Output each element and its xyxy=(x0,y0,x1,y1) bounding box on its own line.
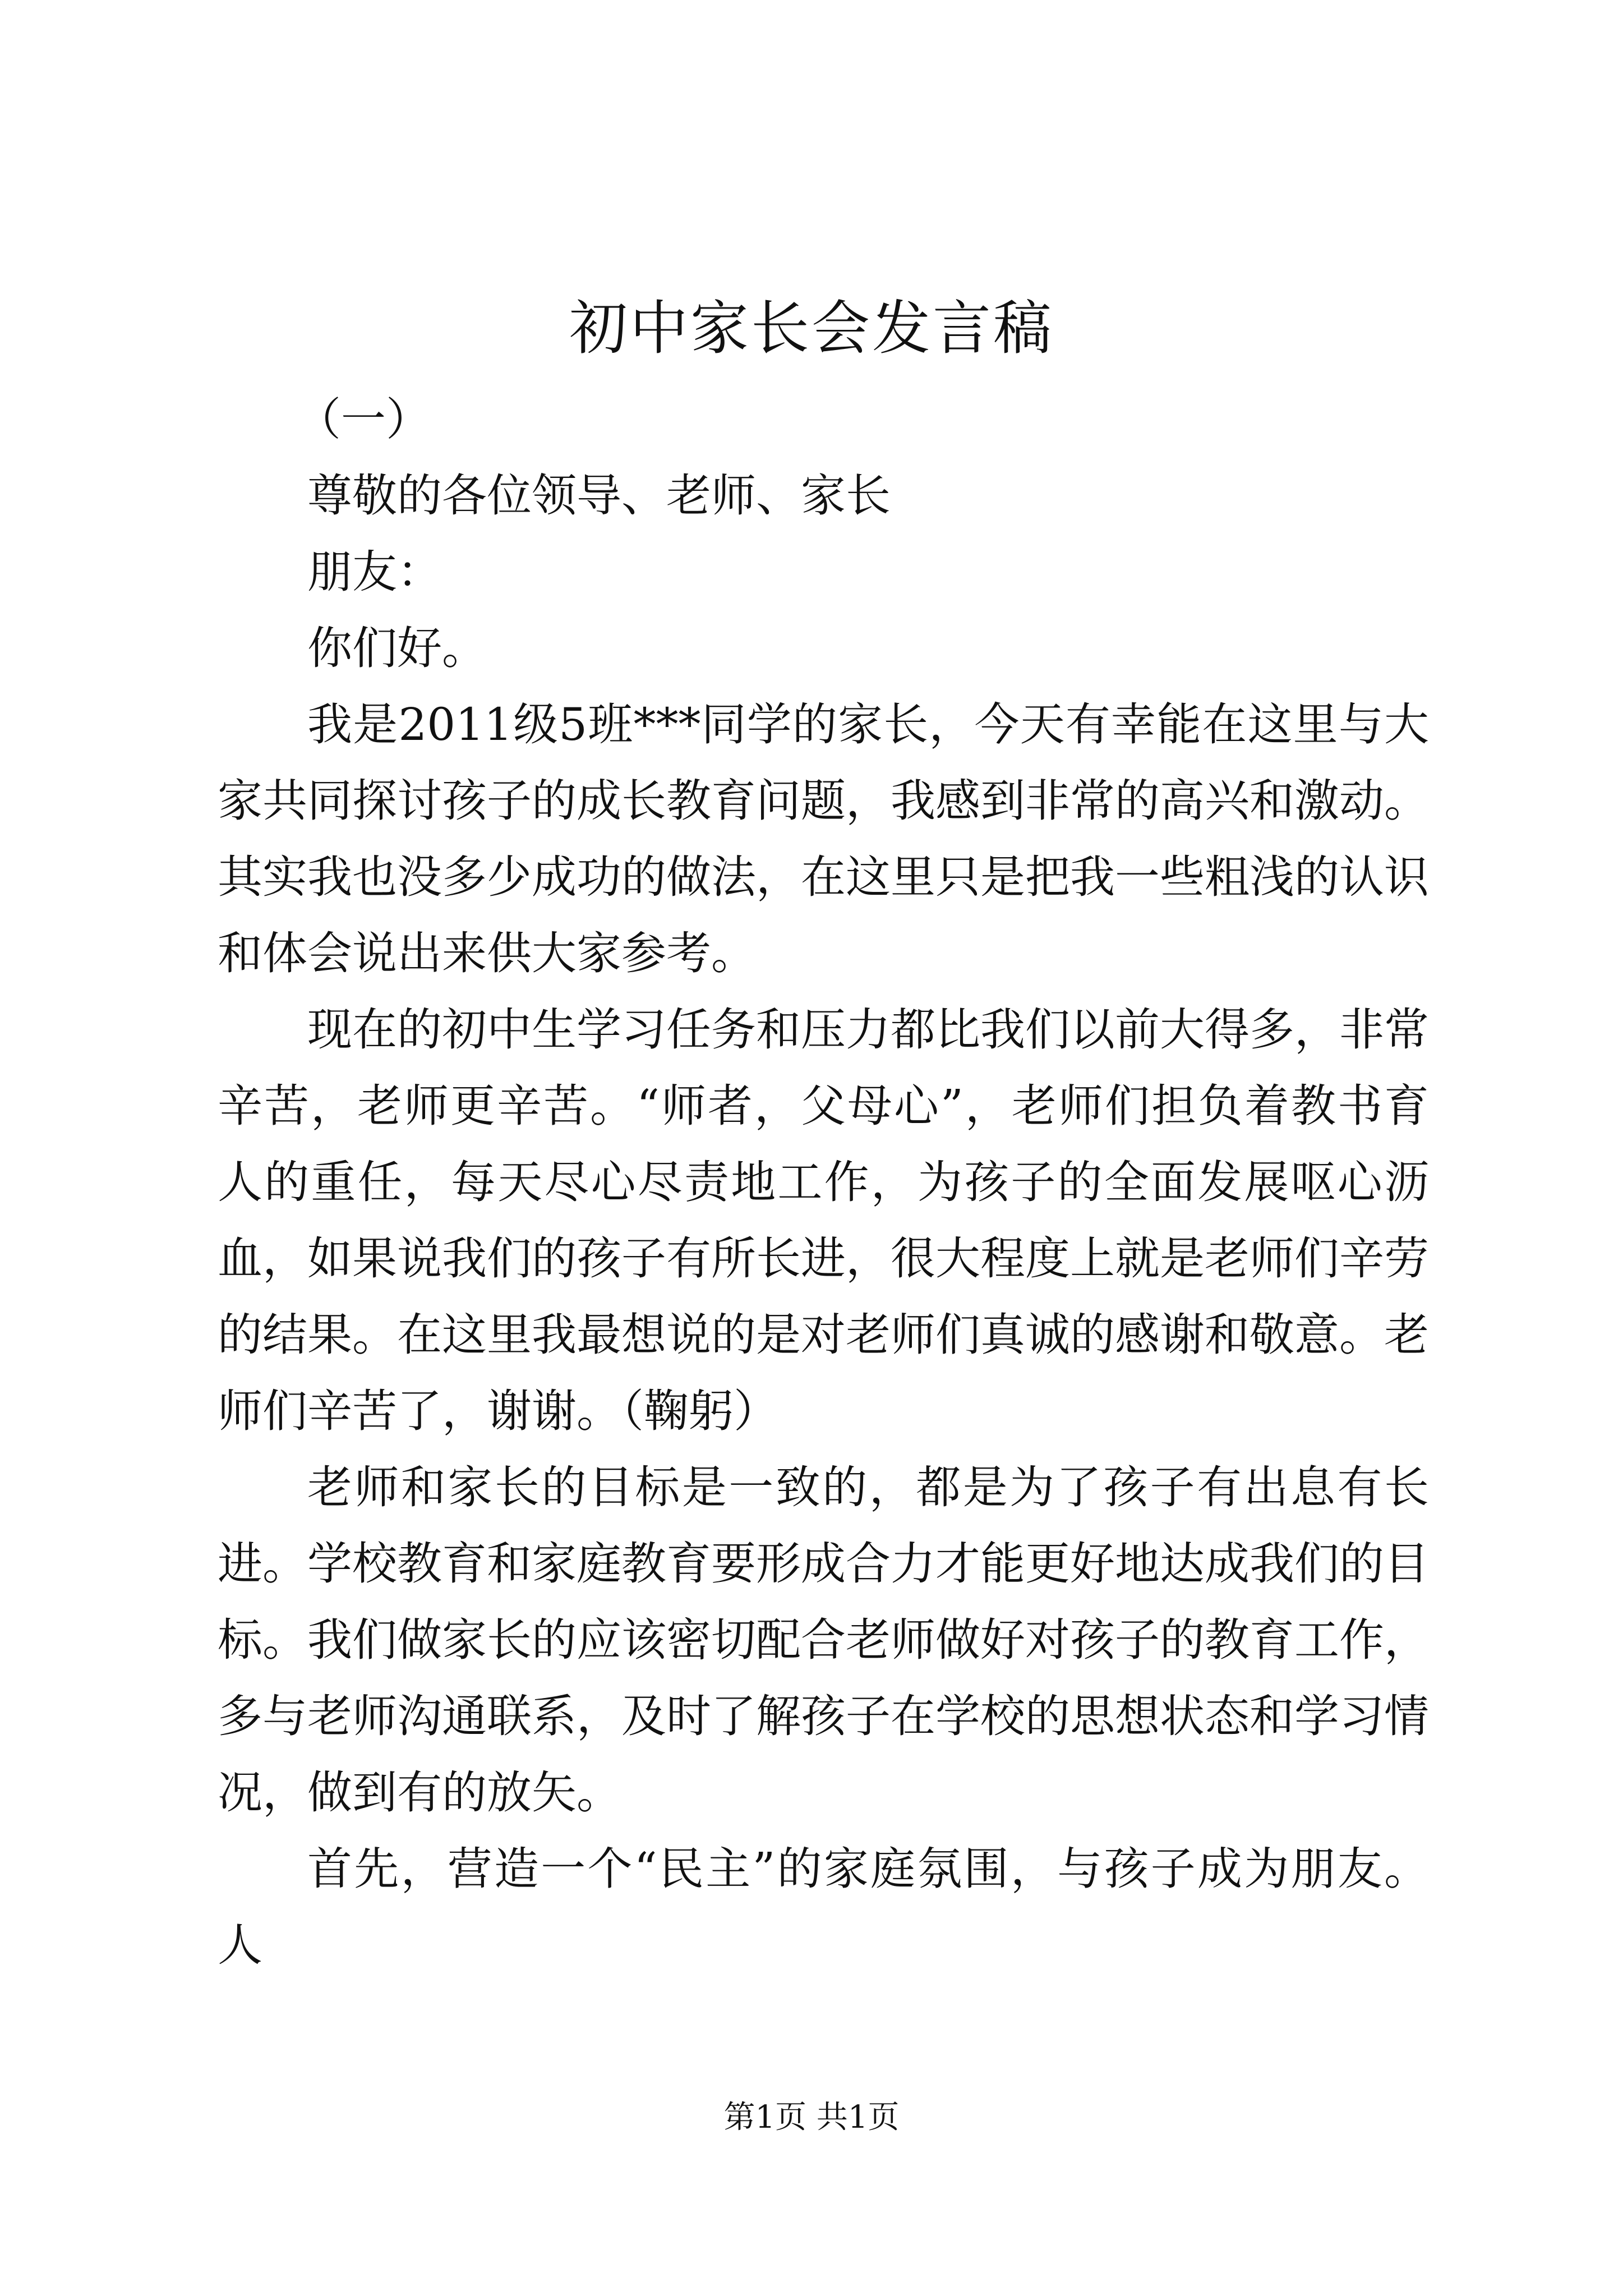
section-number: （一） xyxy=(296,393,431,445)
document-body xyxy=(218,381,1429,1984)
document-title: 初中家长会发言稿 xyxy=(569,294,1054,362)
paragraph-first-point: 首先，营造一个“民主”的家庭氛围，与孩子成为朋友。人 xyxy=(218,1843,1429,1971)
paragraph-thanks-teachers: 现在的初中生学习任务和压力都比我们以前大得多，非常辛苦，老师更辛苦。“师者，父母心”，老师们担负着教书育人的重任，每天尽心尽责地工作，为孩子的全面发展呕心沥血，如果说我们的孩子有所长进，很大程度上就是老师们辛劳的结果。在这里我最想说的是对老师们真诚的感谢和敬意。老师们辛苦了，谢谢。（鞠躬） xyxy=(218,1004,1429,1437)
paragraph-intro: 我是2011级5班***同学的家长，今天有幸能在这里与大家共同探讨孩子的成长教育问题，我感到非常的高兴和激动。其实我也没多少成功的做法，在这里只是把我一些粗浅的认识和体会说出来供大家参考。 xyxy=(218,698,1429,979)
page-footer: 第1页 共1页 xyxy=(723,2099,900,2136)
salutation-line-1: 尊敬的各位领导、老师、家长 xyxy=(307,470,891,522)
salutation-line-2: 朋友： xyxy=(307,546,442,598)
paragraph-common-goal: 老师和家长的目标是一致的，都是为了孩子有出息有长进。学校教育和家庭教育要形成合力才能更好地达成我们的目标。我们做家长的应该密切配合老师做好对孩子的教育工作，多与老师沟通联系，及时了解孩子在学校的思想状态和学习情况，做到有的放矢。 xyxy=(218,1461,1429,1819)
greeting: 你们好。 xyxy=(307,622,487,674)
